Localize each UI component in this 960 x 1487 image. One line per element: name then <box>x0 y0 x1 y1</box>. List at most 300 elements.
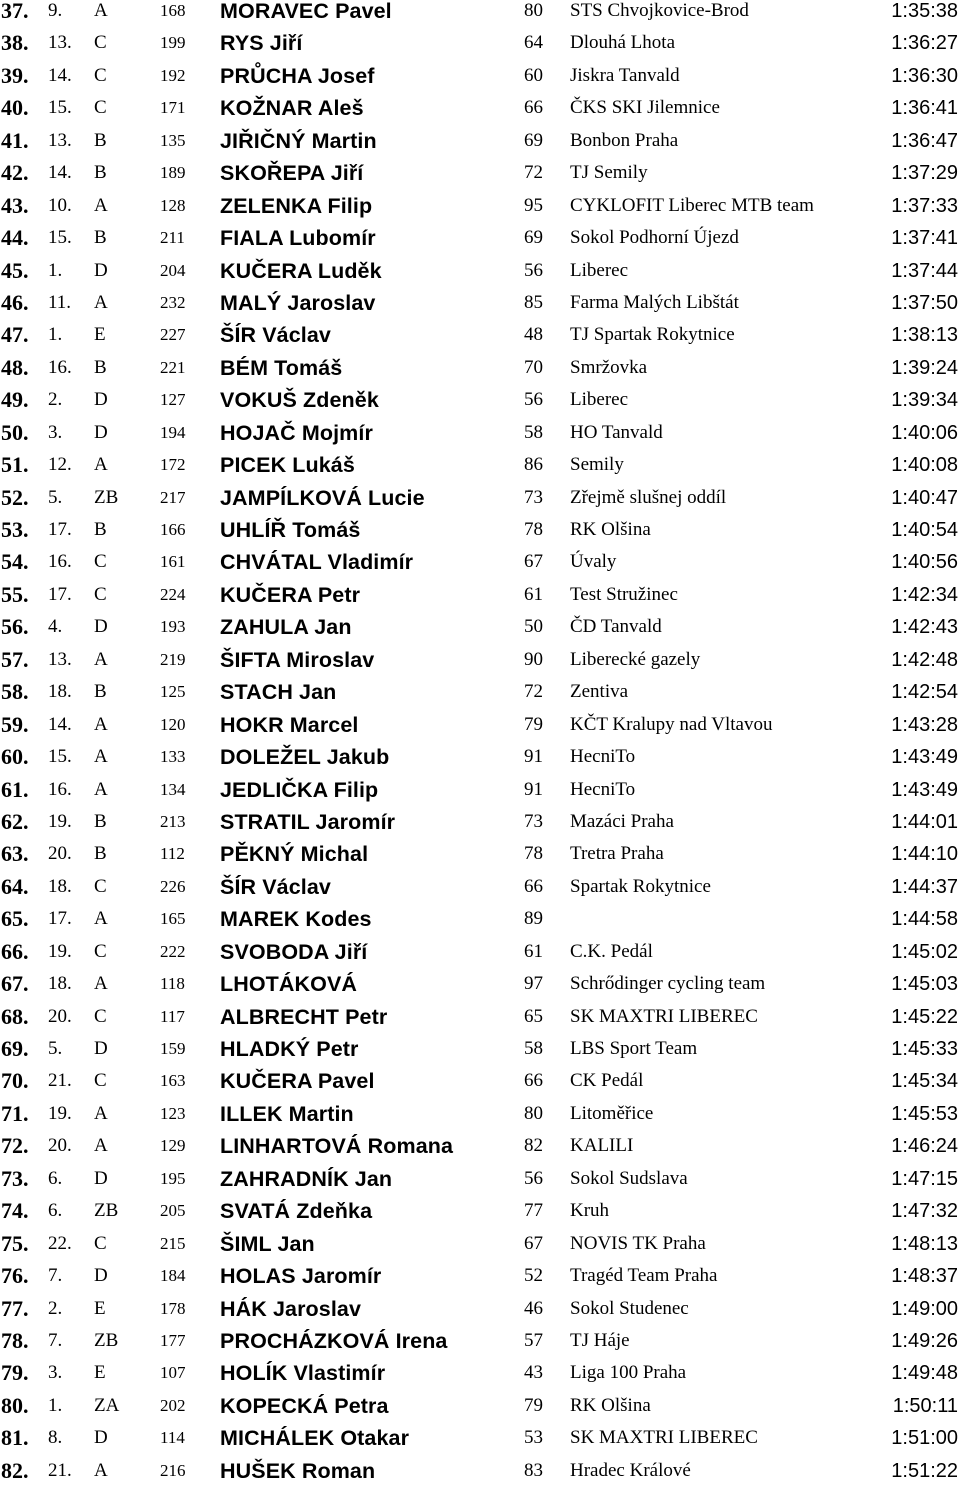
category: D <box>94 259 108 281</box>
bib-number: 227 <box>160 325 186 345</box>
bib-number: 204 <box>160 260 186 280</box>
result-row <box>0 255 960 287</box>
result-row <box>0 936 960 968</box>
category-place: 8. <box>48 1427 63 1449</box>
category: D <box>94 389 108 411</box>
birth-year: 73 <box>524 810 543 832</box>
finish-time: 1:45:34 <box>891 1070 958 1093</box>
category-place: 5. <box>48 486 63 508</box>
result-place: 68. <box>1 1003 29 1029</box>
club-name: Liberec <box>570 389 629 411</box>
result-row <box>0 27 960 59</box>
bib-number: 222 <box>160 941 186 961</box>
result-place: 37. <box>1 0 29 23</box>
result-row <box>0 1357 960 1389</box>
club-name: HecniTo <box>570 746 636 768</box>
birth-year: 65 <box>524 1005 543 1027</box>
result-row <box>0 774 960 806</box>
result-row <box>0 514 960 546</box>
result-row <box>0 1293 960 1325</box>
birth-year: 80 <box>524 1102 543 1124</box>
category: A <box>94 973 108 995</box>
category: B <box>94 681 107 703</box>
result-place: 69. <box>1 1036 29 1061</box>
racer-name: HOJAČ Mojmír <box>220 420 373 445</box>
finish-time: 1:44:10 <box>891 843 958 866</box>
bib-number: 123 <box>160 1103 186 1123</box>
category-place: 20. <box>48 1005 72 1027</box>
bib-number: 133 <box>160 747 186 767</box>
club-name: Farma Malých Libštát <box>570 291 739 313</box>
category-place: 15. <box>48 746 72 768</box>
birth-year: 86 <box>524 454 543 476</box>
bib-number: 221 <box>160 357 186 377</box>
finish-time: 1:36:41 <box>891 97 958 120</box>
result-row <box>0 1033 960 1065</box>
result-place: 43. <box>1 192 29 218</box>
racer-name: KOPECKÁ Petra <box>220 1393 389 1418</box>
result-row <box>0 1390 960 1422</box>
result-row <box>0 611 960 643</box>
result-row <box>0 1195 960 1227</box>
result-place: 42. <box>1 160 29 186</box>
racer-name: ZAHRADNÍK Jan <box>220 1166 393 1191</box>
result-row <box>0 190 960 222</box>
bib-number: 120 <box>160 714 186 734</box>
result-place: 70. <box>1 1068 29 1094</box>
bib-number: 211 <box>160 228 185 248</box>
category-place: 20. <box>48 1135 72 1157</box>
category-place: 3. <box>48 1362 63 1384</box>
result-row <box>0 384 960 416</box>
category: A <box>94 746 108 768</box>
birth-year: 64 <box>524 32 543 54</box>
category: B <box>94 162 107 184</box>
club-name: LBS Sport Team <box>570 1038 698 1059</box>
birth-year: 66 <box>524 97 543 119</box>
club-name: SK MAXTRI LIBEREC <box>570 1427 758 1449</box>
finish-time: 1:50:11 <box>892 1394 958 1417</box>
result-place: 61. <box>1 776 29 802</box>
club-name: C.K. Pedál <box>570 940 653 962</box>
club-name: Semily <box>570 454 624 476</box>
finish-time: 1:44:58 <box>891 908 958 931</box>
result-row <box>0 903 960 935</box>
result-place: 48. <box>1 354 29 380</box>
category-place: 14. <box>48 713 72 735</box>
birth-year: 46 <box>524 1297 543 1319</box>
club-name: HecniTo <box>570 778 636 800</box>
result-place: 44. <box>1 225 29 251</box>
club-name: TJ Spartak Rokytnice <box>570 324 735 346</box>
finish-time: 1:42:43 <box>891 616 958 639</box>
category-place: 13. <box>48 32 72 54</box>
club-name: Test Stružinec <box>570 583 678 605</box>
category: B <box>94 356 107 378</box>
bib-number: 128 <box>160 195 186 215</box>
result-place: 53. <box>1 517 29 542</box>
category: C <box>94 1005 107 1027</box>
club-name: Schrődinger cycling team <box>570 973 766 995</box>
bib-number: 232 <box>160 292 186 312</box>
racer-name: LHOTÁKOVÁ <box>220 972 358 997</box>
result-place: 64. <box>1 873 29 899</box>
bib-number: 224 <box>160 584 186 604</box>
category: C <box>94 875 107 897</box>
result-place: 62. <box>1 808 29 834</box>
result-row <box>0 0 960 27</box>
racer-name: HOKR Marcel <box>220 712 359 737</box>
club-name: Zřejmě slušnej oddíl <box>570 486 727 508</box>
finish-time: 1:37:44 <box>891 259 958 282</box>
club-name: SK MAXTRI LIBEREC <box>570 1005 758 1027</box>
category-place: 19. <box>48 810 72 832</box>
result-place: 40. <box>1 95 29 121</box>
bib-number: 202 <box>160 1395 186 1415</box>
bib-number: 184 <box>160 1266 186 1286</box>
finish-time: 1:51:22 <box>891 1459 958 1482</box>
result-place: 67. <box>1 971 29 997</box>
birth-year: 67 <box>524 1232 543 1254</box>
birth-year: 66 <box>524 1070 543 1092</box>
result-row <box>0 1455 960 1487</box>
category-place: 17. <box>48 583 72 605</box>
category-place: 13. <box>48 648 72 670</box>
result-place: 76. <box>1 1263 29 1289</box>
racer-name: MAREK Kodes <box>220 907 372 932</box>
bib-number: 171 <box>160 98 186 118</box>
racer-name: SKOŘEPA Jiří <box>220 161 364 186</box>
birth-year: 95 <box>524 194 543 216</box>
category: E <box>94 1362 106 1384</box>
club-name: RK Olšina <box>570 519 651 540</box>
bib-number: 216 <box>160 1460 186 1480</box>
racer-name: KUČERA Petr <box>220 582 361 607</box>
result-row <box>0 319 960 351</box>
result-place: 39. <box>1 62 29 88</box>
finish-time: 1:39:24 <box>891 356 958 379</box>
birth-year: 67 <box>524 551 543 573</box>
result-row <box>0 871 960 903</box>
result-row <box>0 1001 960 1033</box>
category-place: 16. <box>48 356 72 378</box>
result-row <box>0 676 960 708</box>
category: A <box>94 194 108 216</box>
club-name: Kruh <box>570 1200 610 1222</box>
result-place: 50. <box>1 419 29 445</box>
category: C <box>94 940 107 962</box>
club-name: Liberecké gazely <box>570 648 701 670</box>
category: A <box>94 1102 108 1124</box>
result-place: 56. <box>1 614 29 640</box>
category-place: 16. <box>48 551 72 573</box>
bib-number: 217 <box>160 487 186 507</box>
finish-time: 1:40:54 <box>891 519 958 541</box>
racer-name: SVOBODA Jiří <box>220 939 368 964</box>
category: B <box>94 519 107 540</box>
finish-time: 1:46:24 <box>891 1135 958 1158</box>
birth-year: 72 <box>524 681 543 703</box>
result-place: 49. <box>1 387 29 413</box>
club-name: CK Pedál <box>570 1070 644 1092</box>
birth-year: 57 <box>524 1329 543 1351</box>
category: ZA <box>94 1394 120 1416</box>
birth-year: 50 <box>524 616 543 638</box>
category-place: 19. <box>48 940 72 962</box>
category: A <box>94 648 108 670</box>
racer-name: ŠIFTA Miroslav <box>220 647 375 672</box>
result-place: 71. <box>1 1100 29 1126</box>
birth-year: 83 <box>524 1459 543 1481</box>
racer-name: VOKUŠ Zdeněk <box>220 388 379 413</box>
racer-name: DOLEŽEL Jakub <box>220 745 390 770</box>
club-name: Sokol Studenec <box>570 1297 689 1319</box>
bib-number: 215 <box>160 1233 186 1253</box>
category: D <box>94 1265 108 1287</box>
bib-number: 166 <box>160 520 186 539</box>
racer-name: ŠÍR Václav <box>220 323 331 348</box>
result-row <box>0 546 960 578</box>
finish-time: 1:40:47 <box>891 486 958 509</box>
racer-name: JIŘIČNÝ Martin <box>220 128 377 153</box>
birth-year: 61 <box>524 583 543 605</box>
racer-name: LINHARTOVÁ Romana <box>220 1134 454 1159</box>
bib-number: 135 <box>160 130 186 150</box>
result-row <box>0 968 960 1000</box>
bib-number: 226 <box>160 876 186 896</box>
category-place: 9. <box>48 0 63 21</box>
result-row <box>0 352 960 384</box>
birth-year: 53 <box>524 1427 543 1449</box>
bib-number: 219 <box>160 649 186 669</box>
racer-name: ZELENKA Filip <box>220 193 373 218</box>
bib-number: 117 <box>160 1006 185 1026</box>
category-place: 1. <box>48 324 63 346</box>
birth-year: 52 <box>524 1265 543 1287</box>
category: D <box>94 616 108 638</box>
racer-name: STRATIL Jaromír <box>220 809 396 834</box>
result-place: 47. <box>1 322 29 348</box>
category: D <box>94 1038 108 1059</box>
club-name: KČT Kralupy nad Vltavou <box>570 713 773 735</box>
result-row <box>0 157 960 189</box>
racer-name: MORAVEC Pavel <box>220 0 392 23</box>
club-name: Úvaly <box>570 551 617 573</box>
racer-name: HLADKÝ Petr <box>220 1037 359 1061</box>
racer-name: HÁK Jaroslav <box>220 1296 362 1321</box>
birth-year: 85 <box>524 291 543 313</box>
result-row <box>0 1228 960 1260</box>
birth-year: 56 <box>524 1167 543 1189</box>
racer-name: BÉM Tomáš <box>220 355 343 380</box>
category-place: 18. <box>48 973 72 995</box>
result-place: 57. <box>1 646 29 672</box>
bib-number: 165 <box>160 909 186 929</box>
bib-number: 172 <box>160 455 186 475</box>
category-place: 21. <box>48 1070 72 1092</box>
result-row <box>0 806 960 838</box>
category-place: 12. <box>48 454 72 476</box>
birth-year: 78 <box>524 519 543 540</box>
category: C <box>94 1070 107 1092</box>
result-row <box>0 1325 960 1357</box>
birth-year: 69 <box>524 129 543 151</box>
club-name: Liga 100 Praha <box>570 1362 687 1384</box>
result-row <box>0 287 960 319</box>
category: C <box>94 97 107 119</box>
birth-year: 90 <box>524 648 543 670</box>
category-place: 18. <box>48 875 72 897</box>
category-place: 2. <box>48 389 63 411</box>
finish-time: 1:42:54 <box>891 681 958 704</box>
club-name: HO Tanvald <box>570 421 663 443</box>
birth-year: 48 <box>524 324 543 346</box>
result-row <box>0 1130 960 1162</box>
finish-time: 1:40:56 <box>891 551 958 574</box>
finish-time: 1:37:41 <box>891 227 958 250</box>
club-name: Bonbon Praha <box>570 129 679 151</box>
club-name: Sokol Sudslava <box>570 1167 688 1189</box>
result-place: 82. <box>1 1457 29 1483</box>
birth-year: 73 <box>524 486 543 508</box>
finish-time: 1:51:00 <box>891 1427 958 1450</box>
racer-name: HOLAS Jaromír <box>220 1264 382 1289</box>
club-name: Sokol Podhorní Újezd <box>570 227 739 249</box>
category: A <box>94 0 108 21</box>
bib-number: 193 <box>160 617 186 637</box>
finish-time: 1:48:13 <box>891 1232 958 1255</box>
finish-time: 1:42:48 <box>891 648 958 671</box>
category-place: 6. <box>48 1167 63 1189</box>
category: B <box>94 810 107 832</box>
result-row <box>0 125 960 157</box>
category-place: 14. <box>48 64 72 86</box>
category: B <box>94 843 107 865</box>
category-place: 11. <box>48 291 72 313</box>
club-name: ČKS SKI Jilemnice <box>570 97 720 119</box>
bib-number: 118 <box>160 974 185 994</box>
club-name: TJ Semily <box>570 162 648 184</box>
category-place: 5. <box>48 1038 63 1059</box>
category: C <box>94 64 107 86</box>
category-place: 10. <box>48 194 72 216</box>
finish-time: 1:44:01 <box>891 810 958 833</box>
club-name: Liberec <box>570 259 629 281</box>
finish-time: 1:43:49 <box>891 778 958 801</box>
result-place: 63. <box>1 841 29 867</box>
racer-name: KUČERA Luděk <box>220 258 382 283</box>
result-place: 59. <box>1 711 29 737</box>
birth-year: 82 <box>524 1135 543 1157</box>
result-row <box>0 1260 960 1292</box>
category: D <box>94 1427 108 1449</box>
category-place: 21. <box>48 1459 72 1481</box>
result-place: 45. <box>1 257 29 283</box>
bib-number: 213 <box>160 811 186 831</box>
birth-year: 79 <box>524 1394 543 1416</box>
racer-name: PĚKNÝ Michal <box>220 842 369 867</box>
club-name: ČD Tanvald <box>570 616 662 638</box>
category: E <box>94 1297 106 1319</box>
finish-time: 1:35:38 <box>891 0 958 22</box>
birth-year: 61 <box>524 940 543 962</box>
finish-time: 1:39:34 <box>891 389 958 412</box>
finish-time: 1:45:02 <box>891 940 958 963</box>
racer-name: PRŮCHA Josef <box>220 63 375 88</box>
club-name: Mazáci Praha <box>570 810 674 832</box>
birth-year: 89 <box>524 908 543 930</box>
birth-year: 58 <box>524 1038 543 1059</box>
club-name: NOVIS TK Praha <box>570 1232 706 1254</box>
club-name: Dlouhá Lhota <box>570 32 676 54</box>
birth-year: 91 <box>524 778 543 800</box>
bib-number: 168 <box>160 1 186 20</box>
finish-time: 1:45:33 <box>891 1038 958 1060</box>
result-place: 75. <box>1 1230 29 1256</box>
result-place: 51. <box>1 452 29 478</box>
bib-number: 112 <box>160 844 185 864</box>
club-name: Hradec Králové <box>570 1459 691 1481</box>
bib-number: 159 <box>160 1039 186 1058</box>
result-place: 46. <box>1 289 29 315</box>
club-name: Zentiva <box>570 681 629 703</box>
finish-time: 1:40:08 <box>891 454 958 477</box>
category: C <box>94 1232 107 1254</box>
finish-time: 1:49:00 <box>891 1297 958 1320</box>
bib-number: 129 <box>160 1136 186 1156</box>
result-row <box>0 838 960 870</box>
birth-year: 91 <box>524 746 543 768</box>
category-place: 20. <box>48 843 72 865</box>
racer-name: MALÝ Jaroslav <box>220 290 376 315</box>
category-place: 19. <box>48 1102 72 1124</box>
club-name: Litoměřice <box>570 1102 654 1124</box>
category: B <box>94 129 107 151</box>
category: A <box>94 1459 108 1481</box>
finish-time: 1:37:29 <box>891 162 958 185</box>
category-place: 2. <box>48 1297 63 1319</box>
birth-year: 43 <box>524 1362 543 1384</box>
category-place: 3. <box>48 421 63 443</box>
category-place: 16. <box>48 778 72 800</box>
birth-year: 80 <box>524 0 543 21</box>
category: B <box>94 227 107 249</box>
result-row <box>0 1098 960 1130</box>
category: A <box>94 778 108 800</box>
category: A <box>94 1135 108 1157</box>
finish-time: 1:43:28 <box>891 713 958 736</box>
result-place: 66. <box>1 938 29 964</box>
category: E <box>94 324 106 346</box>
birth-year: 56 <box>524 259 543 281</box>
bib-number: 125 <box>160 682 186 702</box>
category-place: 1. <box>48 259 63 281</box>
birth-year: 77 <box>524 1200 543 1222</box>
result-row <box>0 417 960 449</box>
bib-number: 107 <box>160 1363 186 1383</box>
finish-time: 1:42:34 <box>891 583 958 606</box>
bib-number: 205 <box>160 1201 186 1221</box>
bib-number: 199 <box>160 33 186 53</box>
bib-number: 127 <box>160 390 186 410</box>
racer-name: ILLEK Martin <box>220 1101 354 1126</box>
category: ZB <box>94 1329 119 1351</box>
result-place: 41. <box>1 127 29 153</box>
bib-number: 178 <box>160 1298 186 1318</box>
racer-name: PICEK Lukáš <box>220 453 355 478</box>
birth-year: 66 <box>524 875 543 897</box>
racer-name: SVATÁ Zdeňka <box>220 1199 373 1224</box>
